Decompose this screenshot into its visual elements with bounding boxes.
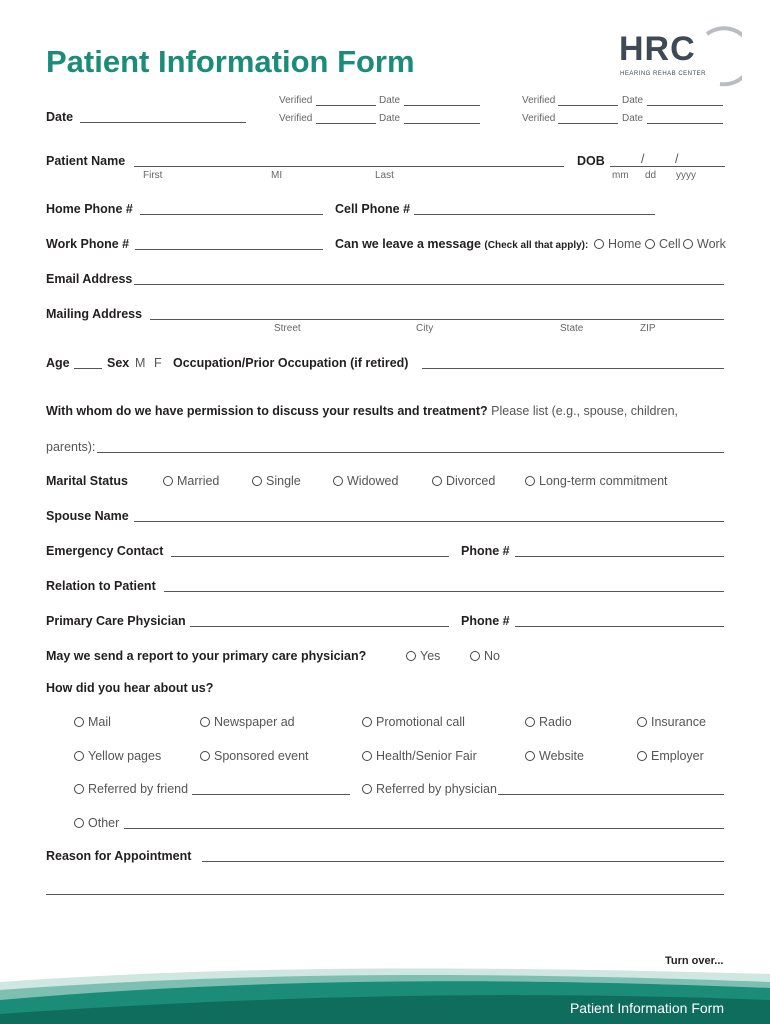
date-label: Date (46, 110, 74, 124)
age-field[interactable] (74, 368, 102, 369)
marital-single-option[interactable] (252, 474, 301, 488)
radio-circle-icon[interactable] (525, 751, 535, 761)
radio-circle-icon[interactable] (362, 717, 372, 727)
yyyy-sublabel: yyyy (676, 170, 696, 181)
radio-circle-icon[interactable] (645, 239, 655, 249)
date-field[interactable] (80, 122, 246, 123)
radio-circle-icon[interactable] (74, 784, 84, 794)
hear-option-label: Employer (651, 749, 704, 763)
radio-circle-icon[interactable] (406, 651, 416, 661)
hear-option-label: Promotional call (376, 715, 465, 729)
hear-option-label: Other (88, 816, 120, 830)
hear-radio-option[interactable] (525, 715, 572, 729)
zip-sublabel: ZIP (640, 323, 656, 334)
email-label: Email Address (46, 272, 133, 286)
hear-yellow-pages-option[interactable] (74, 749, 161, 763)
turn-over-note: Turn over... (665, 955, 724, 967)
marital-option-label: Divorced (446, 474, 496, 488)
patient-name-label: Patient Name (46, 154, 126, 168)
permission-label (46, 404, 678, 418)
email-field[interactable] (134, 284, 724, 285)
verified-date-field[interactable] (404, 123, 480, 124)
hear-option-label: Yellow pages (88, 749, 162, 763)
hear-option-label: Mail (88, 715, 111, 729)
emergency-phone-field[interactable] (515, 556, 724, 557)
verified-date-label: Date (622, 95, 644, 106)
referred-physician-field[interactable] (498, 794, 724, 795)
relation-label: Relation to Patient (46, 579, 156, 593)
verified-field[interactable] (558, 123, 618, 124)
hear-option-label: Radio (539, 715, 572, 729)
marital-divorced-option[interactable] (432, 474, 495, 488)
report-no-option[interactable] (470, 649, 500, 663)
verified-date-field[interactable] (647, 105, 723, 106)
marital-option-label: Married (177, 474, 220, 488)
reason-field[interactable] (202, 861, 724, 862)
message-home-option[interactable] (594, 237, 641, 251)
pcp-field[interactable] (190, 626, 449, 627)
radio-circle-icon[interactable] (74, 818, 84, 828)
hear-insurance-option[interactable] (637, 715, 706, 729)
hear-option-label: Insurance (651, 715, 706, 729)
permission-question: With whom do we have permission to discuss your results and treatment? (46, 404, 488, 418)
verified-field[interactable] (316, 123, 376, 124)
report-question: May we send a report to your primary care physician? (46, 649, 367, 663)
radio-circle-icon[interactable] (74, 751, 84, 761)
verified-field[interactable] (558, 105, 618, 106)
marital-long-term-option[interactable] (525, 474, 668, 488)
cell-phone-field[interactable] (414, 214, 655, 215)
sex-label: Sex (107, 356, 130, 370)
radio-circle-icon[interactable] (362, 784, 372, 794)
occupation-label: Occupation/Prior Occupation (if retired) (173, 356, 409, 370)
cell-phone-label: Cell Phone # (335, 202, 411, 216)
sex-m-option[interactable]: M (135, 356, 146, 370)
logo-letters: HRC (619, 30, 696, 68)
sex-f-option[interactable]: F (154, 356, 162, 370)
permission-hint-continued: parents): (46, 440, 96, 454)
dd-sublabel: dd (645, 170, 657, 181)
radio-circle-icon[interactable] (637, 751, 647, 761)
permission-hint: Please list (e.g., spouse, children, (491, 404, 679, 418)
hear-website-option[interactable] (525, 749, 584, 763)
hear-option-label: Health/Senior Fair (376, 749, 477, 763)
hear-mail-option[interactable] (74, 715, 111, 729)
report-yes-option[interactable] (406, 649, 440, 663)
verified-date-field[interactable] (647, 123, 723, 124)
message-option-label: Cell (659, 237, 681, 251)
marital-option-label: Single (266, 474, 301, 488)
report-no-label: No (484, 649, 500, 663)
hear-option-label: Newspaper ad (214, 715, 295, 729)
radio-circle-icon[interactable] (333, 476, 343, 486)
reason-field-continued[interactable] (46, 894, 724, 895)
marital-option-label: Widowed (347, 474, 399, 488)
message-option-label: Home (608, 237, 642, 251)
patient-name-field[interactable] (134, 166, 564, 167)
work-phone-label: Work Phone # (46, 237, 130, 251)
message-question: Can we leave a message (335, 237, 481, 251)
street-sublabel: Street (274, 323, 301, 334)
radio-circle-icon[interactable] (637, 717, 647, 727)
verified-label: Verified (522, 95, 556, 106)
hear-option-label: Sponsored event (214, 749, 309, 763)
hear-sponsored-event-option[interactable] (200, 749, 309, 763)
footer-form-title: Patient Information Form (569, 1000, 724, 1016)
message-cell-option[interactable] (645, 237, 681, 251)
hear-referred-friend-option[interactable] (74, 782, 188, 796)
marital-married-option[interactable] (163, 474, 219, 488)
message-label (335, 237, 588, 251)
referred-friend-field[interactable] (192, 794, 350, 795)
dob-separator: / (641, 152, 645, 166)
hear-option-label: Referred by physician (376, 782, 497, 796)
marital-status-label: Marital Status (46, 474, 128, 488)
radio-circle-icon[interactable] (470, 651, 480, 661)
radio-circle-icon[interactable] (594, 239, 604, 249)
hear-option-label: Referred by friend (88, 782, 189, 796)
page-title: Patient Information Form (46, 44, 415, 79)
age-label: Age (46, 356, 70, 370)
mailing-address-label: Mailing Address (46, 307, 143, 321)
hear-label: How did you hear about us? (46, 681, 214, 695)
pcp-phone-label: Phone # (461, 614, 510, 628)
message-option-label: Work (697, 237, 726, 251)
state-sublabel: State (560, 323, 584, 334)
home-phone-label: Home Phone # (46, 202, 133, 216)
hear-newspaper-option[interactable] (200, 715, 295, 729)
emergency-phone-label: Phone # (461, 544, 510, 558)
verified-label: Verified (279, 95, 313, 106)
hear-health-fair-option[interactable] (362, 749, 477, 763)
verified-date-label: Date (379, 95, 401, 106)
radio-circle-icon[interactable] (200, 717, 210, 727)
radio-circle-icon[interactable] (432, 476, 442, 486)
city-sublabel: City (416, 323, 434, 334)
dob-field[interactable] (610, 166, 725, 167)
reason-label: Reason for Appointment (46, 849, 192, 863)
radio-circle-icon[interactable] (683, 239, 693, 249)
verified-field[interactable] (316, 105, 376, 106)
relation-field[interactable] (164, 591, 724, 592)
spouse-name-label: Spouse Name (46, 509, 129, 523)
verified-date-label: Date (622, 113, 644, 124)
hear-employer-option[interactable] (637, 749, 704, 763)
pcp-phone-field[interactable] (515, 626, 724, 627)
mailing-address-field[interactable] (150, 319, 724, 320)
radio-circle-icon[interactable] (362, 751, 372, 761)
marital-widowed-option[interactable] (333, 474, 398, 488)
verified-label: Verified (522, 113, 556, 124)
logo-subtitle: HEARING REHAB CENTER (620, 71, 707, 77)
dob-label: DOB (577, 154, 605, 168)
pcp-label: Primary Care Physician (46, 614, 186, 628)
radio-circle-icon[interactable] (525, 476, 535, 486)
radio-circle-icon[interactable] (200, 751, 210, 761)
hear-option-label: Website (539, 749, 584, 763)
home-phone-field[interactable] (140, 214, 323, 215)
emergency-contact-label: Emergency Contact (46, 544, 164, 558)
mi-sublabel: MI (271, 170, 283, 181)
radio-circle-icon[interactable] (525, 717, 535, 727)
other-field[interactable] (124, 828, 724, 829)
report-yes-label: Yes (420, 649, 441, 663)
occupation-field[interactable] (422, 368, 724, 369)
message-hint: (Check all that apply): (484, 240, 589, 251)
radio-circle-icon[interactable] (252, 476, 262, 486)
emergency-contact-field[interactable] (171, 556, 449, 557)
dob-separator: / (675, 152, 679, 166)
verified-date-label: Date (379, 113, 401, 124)
mm-sublabel: mm (612, 170, 629, 181)
hear-other-option[interactable] (74, 816, 119, 830)
work-phone-field[interactable] (135, 249, 323, 250)
hrc-logo (612, 22, 742, 92)
first-sublabel: First (143, 170, 163, 181)
radio-circle-icon[interactable] (163, 476, 173, 486)
radio-circle-icon[interactable] (74, 717, 84, 727)
message-work-option[interactable] (683, 237, 726, 251)
hear-promotional-call-option[interactable] (362, 715, 465, 729)
permission-field[interactable] (97, 452, 724, 453)
verified-date-field[interactable] (404, 105, 480, 106)
marital-option-label: Long-term commitment (539, 474, 668, 488)
last-sublabel: Last (375, 170, 394, 181)
spouse-name-field[interactable] (134, 521, 724, 522)
verified-label: Verified (279, 113, 313, 124)
hear-referred-physician-option[interactable] (362, 782, 497, 796)
